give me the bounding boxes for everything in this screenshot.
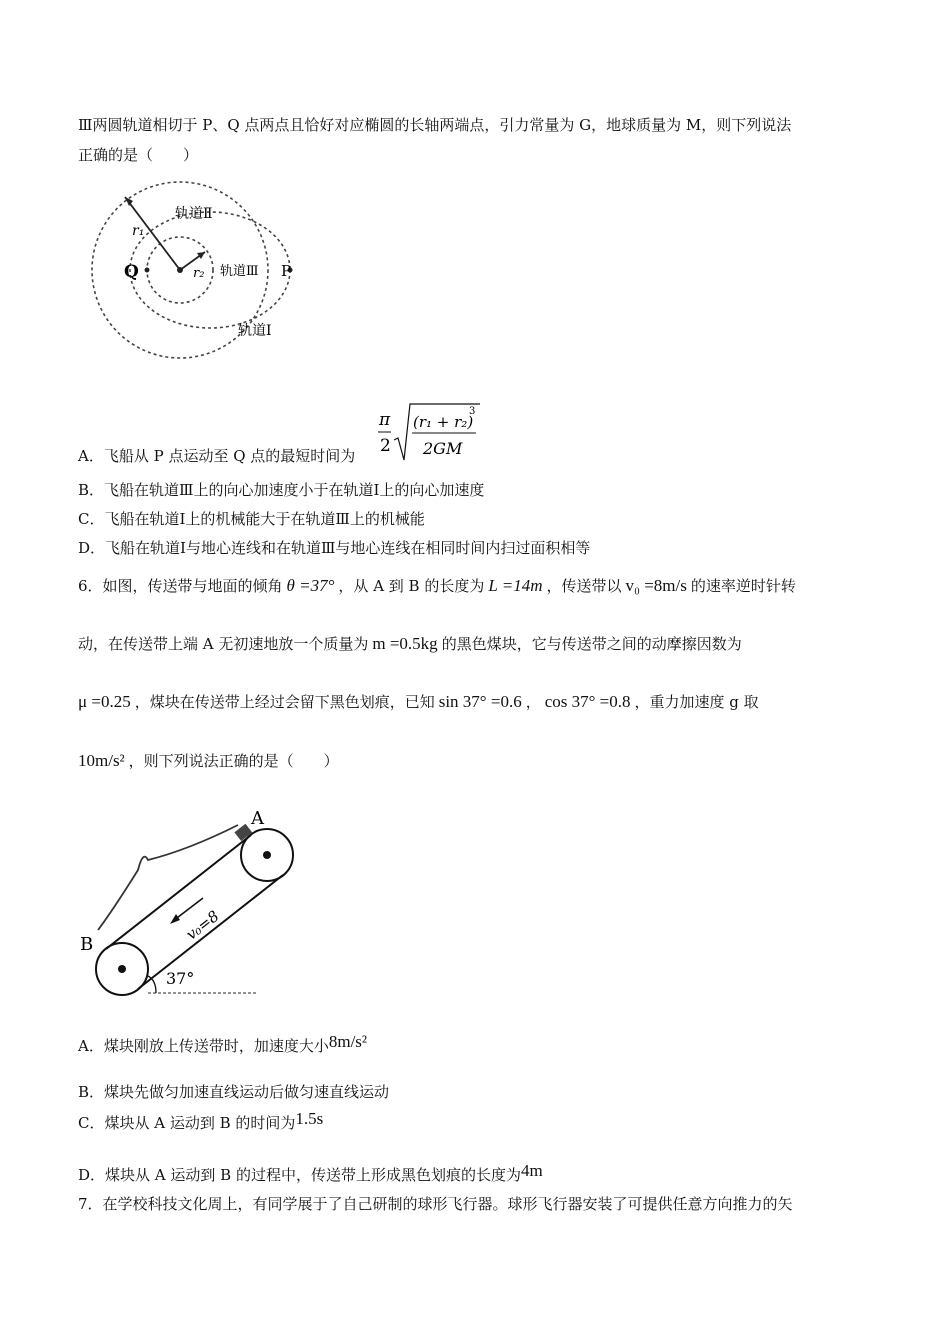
q5-intro-line2: 正确的是（ ） <box>78 146 199 164</box>
q5-option-a: A．飞船从 P 点运动至 Q 点的最短时间为 <box>78 447 356 465</box>
option-c-value: 1.5s <box>295 1109 324 1128</box>
sin-value: sin 37° =0.6 <box>438 692 522 711</box>
q6-option-b: B．煤块先做匀加速直线运动后做匀速直线运动 <box>78 1083 390 1101</box>
label-r2: r₂ <box>193 266 205 281</box>
option-a-value: 8m/s² <box>328 1032 368 1051</box>
g-value: 10m/s² <box>78 751 125 770</box>
cos-value: cos 37° =0.8 <box>544 692 631 711</box>
q5-option-b: B．飞船在轨道Ⅲ上的向心加速度小于在轨道Ⅰ上的向心加速度 <box>78 481 485 499</box>
q6-option-a: A．煤块刚放上传送带时，加速度大小8m/s² <box>78 1032 368 1055</box>
orbit-figure <box>80 175 305 375</box>
conveyor-figure <box>78 800 308 1000</box>
formula-pi: π <box>379 410 391 430</box>
formula-numerator: (r₁ + r₂) <box>413 413 474 431</box>
label-a: A <box>251 808 264 829</box>
formula-denominator: 2GM <box>423 439 463 458</box>
formula-exponent: 3 <box>469 406 476 417</box>
label-angle: 37° <box>166 969 195 988</box>
speed-value: v₀ =8m/s <box>625 576 687 595</box>
q6-option-d: D．煤块从 A 运动到 B 的过程中，传送带上形成黑色划痕的长度为4m <box>78 1161 543 1184</box>
q7-line1: 7．在学校科技文化周上，有同学展于了自己研制的球形飞行器。球形飞行器安装了可提供任意方向推力的矢 <box>78 1195 793 1213</box>
point-q-dot <box>145 268 150 273</box>
mu-value: μ =0.25 <box>78 692 131 711</box>
belt-top <box>106 835 251 949</box>
v0-arrowhead <box>170 914 180 924</box>
mass-value: m =0.5kg <box>372 634 438 653</box>
q5-option-d: D．飞船在轨道Ⅰ与地心连线和在轨道Ⅲ与地心连线在相同时间内扫过面积相等 <box>78 539 591 557</box>
q5-option-a-formula <box>376 398 486 466</box>
label-orbit2: 轨道Ⅱ <box>175 206 213 222</box>
label-v0: v₀=8 <box>182 906 223 944</box>
q6-line2: 动，在传送带上端 A 无初速地放一个质量为 m =0.5kg 的黑色煤块，它与传送带之间的动摩擦因数为 <box>78 634 742 653</box>
label-orbit3: 轨道Ⅲ <box>220 264 259 279</box>
q6-line1: 6．如图，传送带与地面的倾角 θ =37° ，从 A 到 B 的长度为 L =14m ，传送带以 v₀ =8m/s 的速率逆时针转 <box>78 576 796 595</box>
q6-line3: μ =0.25 ，煤块在传送带上经过会留下黑色划痕，已知 sin 37° =0.6 ， cos 37° =0.8 ，重力加速度 g 取 <box>78 692 759 711</box>
theta-value: θ =37° <box>286 576 335 595</box>
length-value: L =14m <box>488 576 543 595</box>
q5-intro-line1: Ⅲ两圆轨道相切于 P、Q 点两点且恰好对应椭圆的长轴两端点，引力常量为 G，地球质量为 M，则下列说法 <box>78 116 792 134</box>
option-d-value: 4m <box>520 1161 543 1180</box>
label-b: B <box>80 934 94 955</box>
label-q: Q <box>124 262 139 282</box>
formula-two: 2 <box>380 436 391 456</box>
label-orbit1: 轨道Ⅰ <box>238 323 272 339</box>
orbit-2-ellipse <box>130 212 290 328</box>
q6-line4: 10m/s² ，则下列说法正确的是（ ） <box>78 751 339 770</box>
belt-bottom <box>138 875 283 989</box>
q5-option-c: C．飞船在轨道Ⅰ上的机械能大于在轨道Ⅲ上的机械能 <box>78 510 425 528</box>
angle-arc <box>148 976 156 993</box>
q6-option-c: C．煤块从 A 运动到 B 的时间为1.5s <box>78 1109 324 1132</box>
label-p: P <box>281 262 292 280</box>
label-r1: r₁ <box>132 223 145 239</box>
